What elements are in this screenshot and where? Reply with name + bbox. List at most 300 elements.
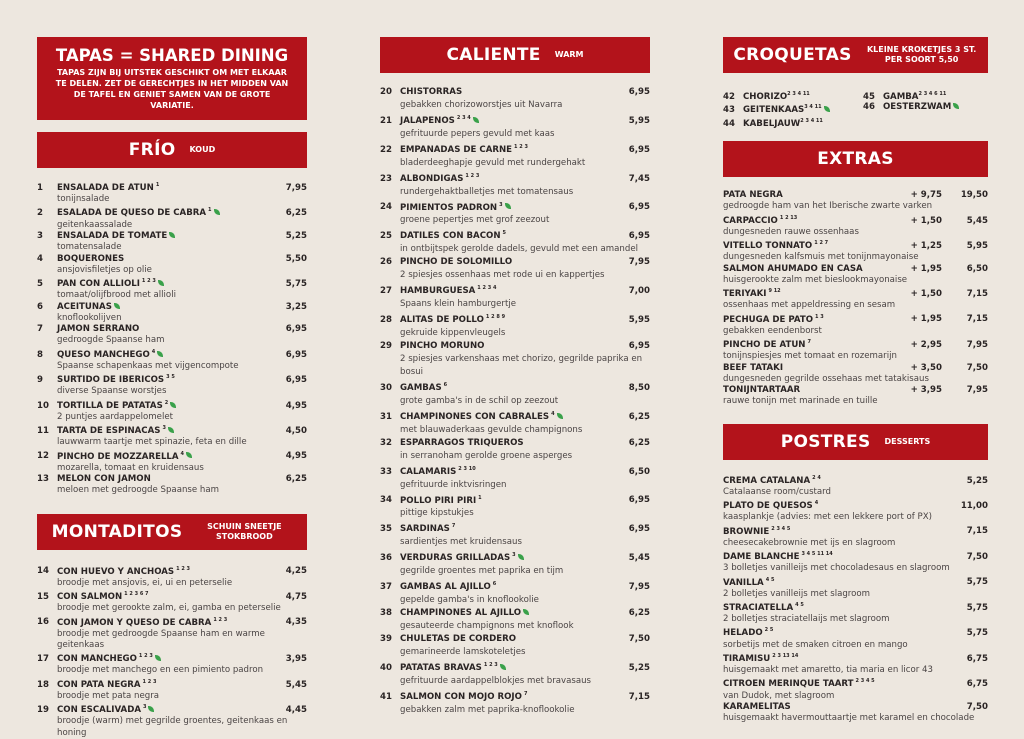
item-number: 12 [37, 451, 49, 462]
item-price: + 1,50 [910, 215, 942, 226]
item-name: BROWNIE [723, 526, 770, 537]
item-name: ESALADA DE QUESO DE CABRA [57, 208, 207, 219]
item-description: 2 bolletjes straciatellaijs met slagroom [723, 614, 890, 625]
item-name: BEEF TATAKI [723, 362, 784, 373]
item-description: gebakken zalm met paprika-knoflookolie [400, 704, 575, 715]
item-name-wrap [723, 575, 948, 589]
intro-title: TAPAS = SHARED DINING [55, 46, 289, 65]
item-price: 6,25 [285, 208, 307, 219]
allergen-codes: 6 [492, 581, 497, 588]
menu-item [723, 363, 988, 386]
item-price: 7,15 [628, 691, 650, 702]
item-name-wrap [57, 372, 267, 386]
item-description: ossenhaas met appeldressing en sesam [723, 300, 896, 311]
item-number: 16 [37, 617, 49, 628]
item-price: + 2,95 [910, 339, 942, 350]
item-price-full: 5,95 [966, 240, 988, 251]
item-name: TORTILLA DE PATATAS [57, 400, 163, 411]
item-price: + 3,50 [910, 362, 942, 373]
item-description: geitenkaassalade [57, 219, 133, 230]
item-price: 7,15 [966, 526, 988, 537]
menu-item-row [37, 231, 307, 242]
item-name-wrap [57, 449, 267, 463]
menu-item-row [37, 589, 307, 603]
item-name-wrap [400, 520, 610, 536]
menu-item [37, 254, 307, 277]
item-name-wrap [400, 282, 610, 298]
allergen-codes: 2 3 10 [458, 465, 476, 472]
item-name: CHORIZO [743, 91, 788, 102]
menu-item-row [37, 205, 307, 219]
item-name: CON SALMON [57, 591, 123, 602]
menu-item-row [37, 254, 307, 265]
item-number: 23 [380, 173, 392, 184]
item-name: VANILLA [723, 577, 764, 588]
item-price-full: 19,50 [960, 190, 988, 201]
item-name-wrap [57, 205, 267, 219]
menu-item [37, 324, 307, 347]
item-name: HELADO [723, 628, 763, 639]
menu-item-row [380, 112, 650, 128]
menu-item-row [37, 677, 307, 691]
item-price: 6,75 [966, 653, 988, 664]
item-price: 5,25 [966, 475, 988, 486]
item-name-wrap [723, 312, 902, 326]
menu-item [723, 625, 988, 650]
menu-item-row [380, 437, 650, 450]
item-price: 4,45 [285, 705, 307, 716]
item-name: CON ESCALIVADA [57, 705, 141, 716]
item-price: 5,75 [966, 628, 988, 639]
menu-item-row [723, 213, 988, 227]
item-description: meloen met gedroogde Spaanse ham [57, 485, 219, 496]
item-description: in serranoham gerolde groene asperges [400, 450, 573, 461]
item-name-wrap [400, 607, 610, 620]
menu-item-row [723, 190, 988, 201]
menu-item-row [37, 615, 307, 629]
item-name: CALAMARIS [400, 466, 457, 477]
menu-item [380, 633, 650, 659]
menu-item [380, 141, 650, 170]
allergen-codes: 1 [478, 494, 482, 501]
allergen-codes: 2 3 4 5 [855, 678, 875, 685]
item-description: cheesecakebrownie met ijs en slagroom [723, 537, 896, 548]
vegetarian-leaf-icon [114, 303, 120, 309]
item-name-wrap [400, 199, 610, 215]
item-name: GAMBAS AL AJILLO [400, 582, 491, 593]
item-name-wrap [723, 625, 948, 639]
menu-item [37, 589, 307, 614]
menu-item [380, 340, 650, 379]
allergen-codes: 4 [814, 500, 819, 507]
item-name-wrap [723, 190, 902, 201]
item-name: CHISTORRAS [400, 87, 463, 97]
section-header-croquetas [723, 37, 988, 73]
croqueta-item [863, 102, 983, 115]
item-price: 7,95 [628, 257, 650, 268]
item-price: 5,50 [285, 253, 307, 264]
item-number: 19 [37, 705, 49, 716]
item-description: Spaanse schapenkaas met vijgencompote [57, 360, 239, 371]
menu-item [37, 398, 307, 423]
vegetarian-leaf-icon [186, 452, 192, 458]
item-name: STRACIATELLA [723, 602, 794, 613]
menu-item-row [723, 312, 988, 326]
menu-item [380, 688, 650, 717]
item-description: rundergehaktballetjes met tomatensaus [400, 186, 574, 197]
allergen-codes: 1 2 3 4 [477, 285, 497, 292]
item-price: + 1,95 [910, 263, 942, 274]
menu-item [380, 578, 650, 607]
item-description: dungesneden kalfsmuis met tonijnmayonaise [723, 252, 919, 263]
menu-item [723, 600, 988, 625]
item-name: TONIJNTARTAAR [723, 385, 801, 396]
item-number: 32 [380, 437, 392, 448]
menu-item-row [380, 340, 650, 353]
item-description: rauwe tonijn met marinade en tuille [723, 396, 878, 407]
item-name-wrap [723, 676, 948, 690]
menu-item-row [380, 408, 650, 424]
item-description: diverse Spaanse worstjes [57, 386, 167, 397]
allergen-codes: 1 2 3 [465, 172, 480, 179]
item-number: 39 [380, 634, 392, 645]
item-name-wrap [57, 651, 267, 665]
item-name-wrap [400, 549, 610, 565]
allergen-codes: 1 2 7 [814, 240, 829, 247]
menu-item [723, 264, 988, 287]
item-number: 1 [37, 182, 43, 193]
postres-list [723, 473, 988, 725]
item-number: 2 [37, 208, 43, 219]
item-name: PECHUGA DE PATO [723, 314, 813, 325]
item-name: CITROEN MERINQUE TAART [723, 679, 854, 690]
menu-item-row [380, 256, 650, 269]
item-name: HAMBURGUESA [400, 286, 476, 297]
item-price-full: 7,15 [966, 289, 988, 300]
item-name: CON HUEVO Y ANCHOAS [57, 566, 175, 577]
allergen-codes: 3 [162, 425, 166, 432]
menu-item-row [37, 347, 307, 361]
item-description: van Dudok, met slagroom [723, 690, 835, 701]
section-header-caliente [380, 37, 650, 73]
croqueta-item [723, 89, 863, 102]
menu-item-row [723, 286, 988, 300]
item-price: 6,95 [628, 524, 650, 535]
item-number: 13 [37, 474, 49, 484]
item-number: 7 [37, 324, 43, 335]
item-name-wrap [723, 238, 902, 252]
menu-item-row [723, 473, 988, 487]
item-name: SALMON AHUMADO EN CASA [723, 263, 863, 274]
menu-item-row [723, 575, 988, 589]
item-name-wrap [57, 254, 267, 265]
section-subtitle: WARM [554, 50, 584, 59]
item-name: CHAMPINONES AL AJILLO [400, 608, 522, 619]
item-description: gedroogde ham van het Iberische zwarte varken [723, 201, 933, 212]
item-name: PINCHO DE MOZZARELLA [57, 451, 179, 462]
item-name: MELON CON JAMON [57, 474, 151, 484]
allergen-codes: 2 3 4 11 [800, 117, 823, 124]
allergen-codes: 3 4 5 11 14 [801, 551, 833, 558]
caliente-list [380, 86, 650, 717]
column-middle [380, 37, 650, 717]
item-number: 5 [37, 278, 43, 289]
vegetarian-leaf-icon [557, 413, 563, 419]
allergen-codes: 9 12 [768, 288, 781, 295]
vegetarian-leaf-icon [168, 427, 174, 433]
item-description: in ontbijtspek gerolde dadels, gevuld met een amandel [400, 244, 639, 255]
item-description: grote gamba's in de schil op zeezout [400, 395, 559, 406]
allergen-codes: 3 [143, 704, 147, 711]
menu-item [723, 312, 988, 337]
item-price: 5,75 [966, 577, 988, 588]
item-name-wrap [400, 492, 610, 508]
item-name: SARDINAS [400, 524, 450, 535]
intro-text: TAPAS ZIJN BIJ UITSTEK GESCHIKT OM MET ELKAAR TE DELEN. ZET DE GERECHTJES IN HET MIDDEN VAN DE TAFEL EN GENIET SAMEN VAN DE GROTE VARIATIE. [55, 68, 289, 110]
item-price: 4,95 [285, 400, 307, 411]
item-name: GAMBA [883, 91, 919, 102]
item-name: ACEITUNAS [57, 301, 112, 312]
item-price: 7,45 [628, 173, 650, 184]
item-name-wrap [400, 379, 610, 395]
item-price: + 9,75 [910, 190, 942, 201]
menu-item-row [723, 363, 988, 374]
item-number: 33 [380, 466, 392, 477]
item-number: 10 [37, 400, 49, 411]
allergen-codes: 1 [155, 182, 160, 188]
item-price: 6,25 [285, 474, 307, 484]
item-price: 7,50 [628, 634, 650, 645]
item-name-wrap [400, 227, 610, 243]
item-name: TIRAMISU [723, 653, 771, 664]
item-price: + 3,95 [910, 385, 942, 396]
menu-item [37, 449, 307, 474]
section-subtitle: KLEINE KROKETJES 3 ST. PER SOORT 5,50 [866, 45, 977, 64]
allergen-codes: 1 2 3 [213, 616, 228, 623]
allergen-codes: 2 [164, 399, 169, 406]
vegetarian-leaf-icon [824, 106, 830, 112]
allergen-codes: 1 2 3 [141, 278, 156, 285]
item-number: 22 [380, 144, 392, 155]
item-number: 37 [380, 582, 392, 593]
menu-item-row [723, 549, 988, 563]
item-price: 4,95 [285, 451, 307, 462]
menu-item [723, 213, 988, 238]
frio-list [37, 180, 307, 497]
item-price: 6,95 [285, 324, 307, 335]
item-name-wrap [723, 473, 948, 487]
item-price-full: 7,95 [966, 339, 988, 350]
item-price: 6,95 [628, 87, 650, 97]
item-number: 9 [37, 375, 43, 386]
menu-item-row [37, 398, 307, 412]
item-price: 7,50 [966, 701, 988, 712]
item-name-wrap [400, 311, 610, 327]
item-name: GAMBAS [400, 382, 442, 393]
allergen-codes: 2 3 4 11 [787, 91, 810, 97]
item-description: met blauwaderkaas gevulde champignons [400, 424, 583, 435]
allergen-codes: 5 [502, 230, 506, 237]
vegetarian-leaf-icon [953, 103, 959, 109]
item-name: ENSALADA DE ATUN [57, 182, 154, 193]
menu-item [380, 311, 650, 340]
item-description: gedroogde Spaanse ham [57, 335, 165, 346]
item-description: broodje met pata negra [57, 690, 160, 701]
menu-item [723, 524, 988, 549]
item-price: + 1,95 [910, 314, 942, 325]
menu-item [37, 651, 307, 676]
item-name-wrap [723, 286, 902, 300]
menu-item [37, 423, 307, 448]
croqueta-item [863, 89, 983, 102]
item-name: DATILES CON BACON [400, 231, 501, 242]
menu-item [37, 615, 307, 652]
item-number: 29 [380, 341, 392, 352]
allergen-codes: 3 [512, 552, 516, 559]
menu-item [723, 549, 988, 574]
item-price: 3,25 [285, 301, 307, 312]
item-name: PIMIENTOS PADRON [400, 202, 498, 213]
item-number: 3 [37, 230, 43, 241]
menu-item [37, 180, 307, 205]
item-name-wrap [400, 141, 610, 157]
item-number: 27 [380, 286, 392, 297]
montaditos-list [37, 564, 307, 739]
item-description: 2 spiesjes ossenhaas met rode ui en kappertjes [400, 270, 605, 281]
item-number: 4 [37, 253, 43, 264]
vegetarian-leaf-icon [158, 280, 164, 286]
item-description: broodje met gerookte zalm, ei, gamba en peterselie [57, 603, 281, 614]
menu-item-row [37, 474, 307, 485]
menu-item [380, 520, 650, 549]
item-name-wrap [723, 498, 948, 512]
item-price: 6,95 [628, 202, 650, 213]
menu-item-row [723, 524, 988, 538]
item-price: + 1,25 [910, 240, 942, 251]
item-name-wrap [723, 651, 948, 665]
item-name-wrap [723, 363, 902, 374]
item-description: broodje met manchego en een pimiento padron [57, 665, 264, 676]
item-name-wrap [723, 702, 948, 713]
item-description: tonijnsalade [57, 194, 110, 205]
menu-item-row [380, 607, 650, 620]
menu-item-row [723, 385, 988, 396]
allergen-codes: 1 2 3 [514, 143, 528, 150]
vegetarian-leaf-icon [170, 402, 176, 408]
item-price: 5,95 [628, 315, 650, 326]
item-price: 7,50 [966, 551, 988, 562]
item-number: 8 [37, 349, 43, 360]
menu-item [380, 256, 650, 282]
menu-item-row [380, 520, 650, 536]
menu-item [37, 231, 307, 254]
item-price: 6,75 [966, 679, 988, 690]
menu-item-row [380, 199, 650, 215]
menu-item-row [37, 302, 307, 313]
item-name-wrap [57, 180, 267, 194]
menu-item [723, 238, 988, 263]
item-description: broodje met ansjovis, ei, ui en peterselie [57, 577, 233, 588]
item-description: gefrituurde aardappelblokjes met bravasaus [400, 675, 592, 686]
item-name-wrap [57, 324, 267, 335]
item-price: 5,75 [285, 278, 307, 289]
section-header-extras [723, 141, 988, 177]
item-name: CON MANCHEGO [57, 654, 137, 665]
item-price: 4,35 [285, 617, 307, 628]
item-name-wrap [723, 600, 948, 614]
item-description: tonijnspiesjes met tomaat en rozemarijn [723, 351, 897, 362]
item-name-wrap [57, 347, 267, 361]
menu-item [37, 276, 307, 301]
menu-item-row [723, 702, 988, 713]
item-name: BOQUERONES [57, 253, 125, 264]
item-price: 6,95 [285, 349, 307, 360]
item-price: + 1,50 [910, 289, 942, 300]
item-name-wrap [400, 340, 610, 353]
item-price: 5,45 [285, 679, 307, 690]
item-name: VITELLO TONNATO [723, 240, 813, 251]
item-name-wrap [400, 437, 610, 450]
item-name: SURTIDO DE IBERICOS [57, 375, 165, 386]
menu-item-row [723, 676, 988, 690]
item-price: 4,50 [285, 425, 307, 436]
item-name: PINCHO MORUNO [400, 341, 485, 352]
item-price: 6,95 [628, 341, 650, 352]
menu-item [37, 474, 307, 497]
menu-item [380, 379, 650, 408]
item-description: gebakken chorizoworstjes uit Navarra [400, 100, 563, 110]
menu-item [380, 199, 650, 228]
item-name: PINCHO DE ATUN [723, 339, 806, 350]
item-name: TARTA DE ESPINACAS [57, 425, 161, 436]
item-name: PATA NEGRA [723, 190, 783, 201]
item-name-wrap [400, 256, 610, 269]
item-name-wrap [400, 112, 610, 128]
menu-item-row [380, 311, 650, 327]
menu-item-row [380, 659, 650, 675]
item-price: 5,45 [628, 553, 650, 564]
item-name-wrap [57, 398, 267, 412]
item-name-wrap [723, 337, 902, 351]
menu-item-row [37, 180, 307, 194]
item-description: knoflookolijven [57, 312, 122, 323]
section-header-postres [723, 424, 988, 460]
item-name-wrap [723, 264, 902, 275]
item-name: CON JAMON Y QUESO DE CABRA [57, 617, 212, 628]
menu-item [380, 408, 650, 437]
item-name-wrap [400, 170, 610, 186]
menu-item [380, 112, 650, 141]
allergen-codes: 2 3 4 5 [771, 525, 791, 532]
item-description: 2 spiesjes varkenshaas met chorizo, gegrilde paprika en bosui [400, 354, 643, 378]
menu-item-row [380, 688, 650, 704]
menu-item [37, 677, 307, 702]
menu-item-row [380, 633, 650, 646]
item-number: 36 [380, 553, 392, 564]
allergen-codes: 2 5 [764, 627, 774, 634]
item-price-full: 6,50 [966, 263, 988, 274]
item-name: CREMA CATALANA [723, 475, 811, 486]
item-price-full: 5,45 [966, 215, 988, 226]
item-name-wrap [57, 702, 267, 716]
allergen-codes: 2 3 4 [456, 115, 471, 121]
menu-item-row [380, 463, 650, 479]
item-price-full: 7,15 [966, 314, 988, 325]
menu-item [723, 676, 988, 701]
item-description: groene pepertjes met grof zeezout [400, 215, 550, 226]
item-price: 4,75 [285, 591, 307, 602]
item-description: mozarella, tomaat en kruidensaus [57, 462, 204, 473]
